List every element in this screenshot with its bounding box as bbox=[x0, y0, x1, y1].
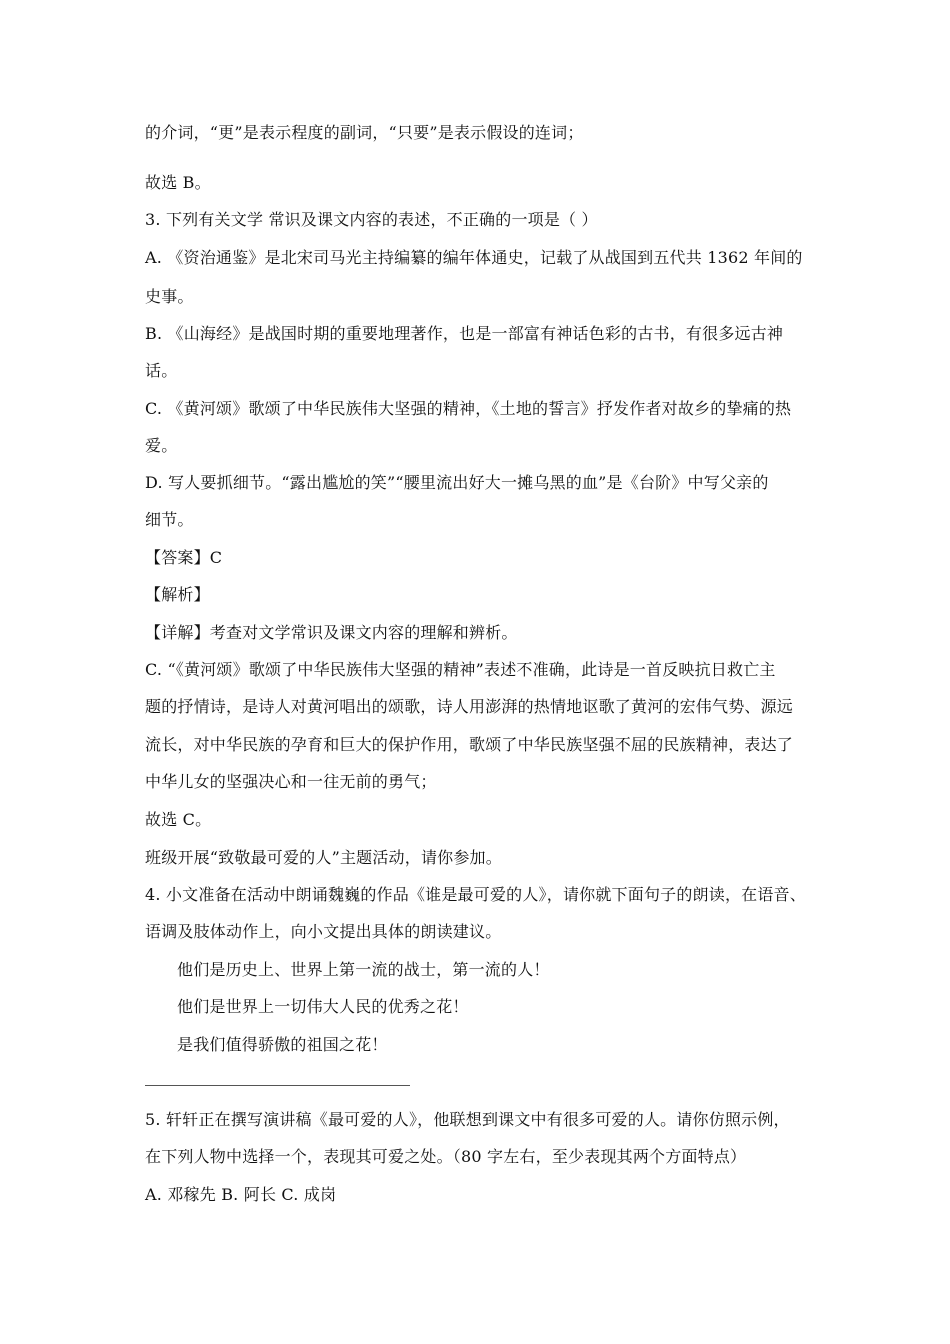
quoted-sentence: 他们是历史上、世界上第一流的战士，第一流的人！ bbox=[177, 960, 550, 979]
activity-intro: 班级开展“致敬最可爱的人”主题活动，请你参加。 bbox=[145, 848, 502, 867]
text-line: 故选 C。 bbox=[145, 810, 212, 829]
text-line: 题的抒情诗，是诗人对黄河唱出的颂歌，诗人用澎湃的热情地讴歌了黄河的宏伟气势、源远 bbox=[145, 697, 794, 716]
detail-explanation: 【详解】考查对文学常识及课文内容的理解和辨析。 bbox=[145, 623, 518, 642]
analysis-label: 【解析】 bbox=[145, 585, 210, 604]
question-4-stem: 4. 小文准备在活动中朗诵魏巍的作品《谁是最可爱的人》，请你就下面句子的朗读，在语音、 bbox=[145, 885, 806, 904]
question-5-stem: 5. 轩轩正在撰写演讲稿《最可爱的人》，他联想到课文中有很多可爱的人。请你仿照示例， bbox=[145, 1110, 790, 1129]
text-line: 爱。 bbox=[145, 436, 178, 455]
question-3-option-b: B. 《山海经》是战国时期的重要地理著作，也是一部富有神话色彩的古书，有很多远古神 bbox=[145, 324, 784, 343]
quoted-sentence: 是我们值得骄傲的祖国之花！ bbox=[177, 1035, 388, 1054]
text-line: C. “《黄河颂》歌颂了中华民族伟大坚强的精神”表述不准确，此诗是一首反映抗日救亡主 bbox=[145, 660, 776, 679]
question-3-option-a: A. 《资治通鉴》是北宋司马光主持编纂的编年体通史，记载了从战国到五代共 1362 年间的 bbox=[145, 248, 803, 267]
quoted-sentence: 他们是世界上一切伟大人民的优秀之花！ bbox=[177, 997, 469, 1016]
text-line: 细节。 bbox=[145, 510, 194, 529]
question-3-option-c: C. 《黄河颂》歌颂了中华民族伟大坚强的精神，《土地的誓言》抒发作者对故乡的挚痛的热 bbox=[145, 399, 792, 418]
answer-blank-line[interactable] bbox=[145, 1085, 410, 1086]
answer-label: 【答案】C bbox=[145, 548, 223, 567]
question-5-options: A. 邓稼先 B. 阿长 C. 成岗 bbox=[145, 1185, 337, 1204]
text-line: 的介词，“更”是表示程度的副词，“只要”是表示假设的连词； bbox=[145, 123, 584, 142]
text-line: 流长，对中华民族的孕育和巨大的保护作用，歌颂了中华民族坚强不屈的民族精神，表达了 bbox=[145, 735, 794, 754]
text-line: 故选 B。 bbox=[145, 173, 211, 192]
text-line: 史事。 bbox=[145, 287, 194, 306]
text-line: 中华儿女的坚强决心和一往无前的勇气； bbox=[145, 772, 437, 791]
question-3-option-d: D. 写人要抓细节。“露出尴尬的笑”“腰里流出好大一摊乌黑的血”是《台阶》中写父亲的 bbox=[145, 473, 769, 492]
question-3-stem: 3. 下列有关文学 常识及课文内容的表述，不正确的一项是（ ） bbox=[145, 210, 598, 229]
text-line: 语调及肢体动作上，向小文提出具体的朗读建议。 bbox=[145, 922, 502, 941]
text-line: 话。 bbox=[145, 361, 178, 380]
text-line: 在下列人物中选择一个，表现其可爱之处。（80 字左右，至少表现其两个方面特点） bbox=[145, 1147, 747, 1166]
